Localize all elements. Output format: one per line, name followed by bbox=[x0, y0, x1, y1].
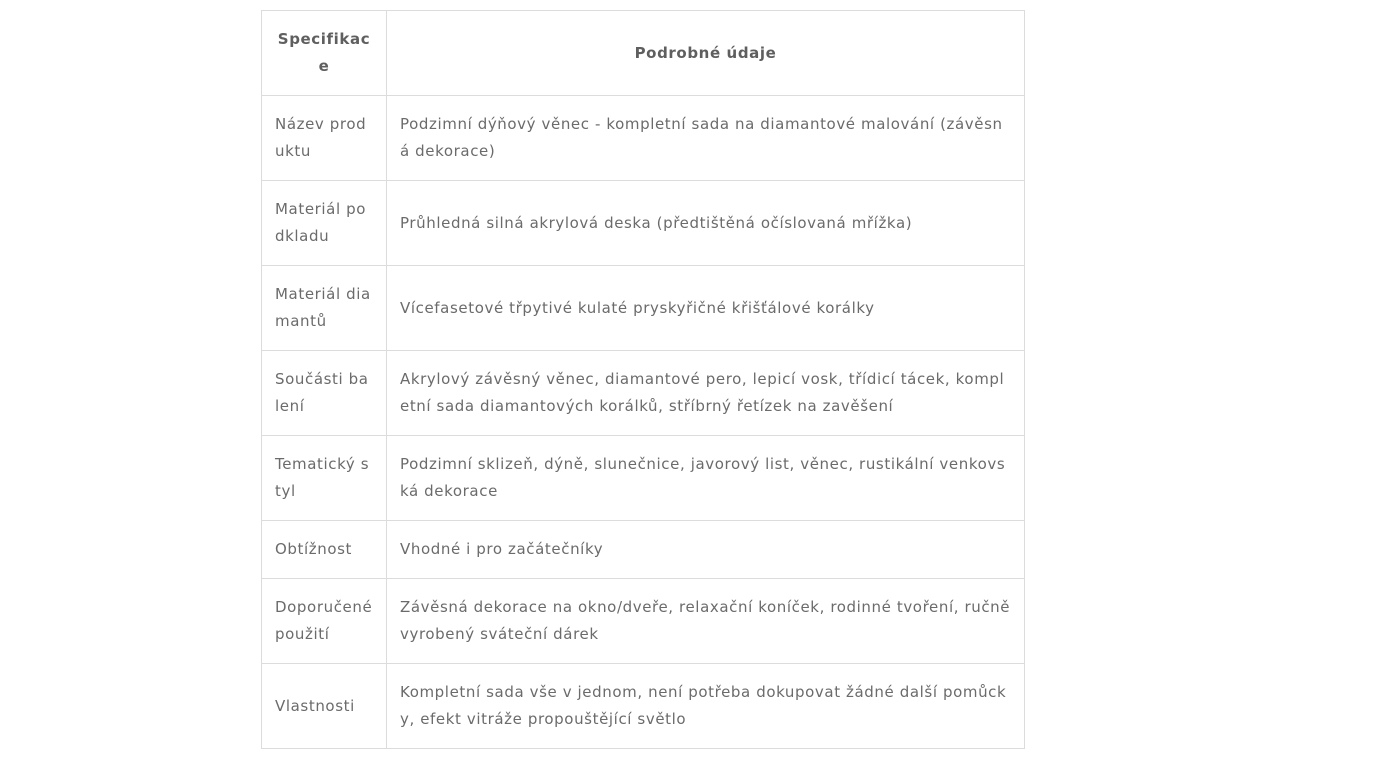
row-label-package-contents: Součásti balení bbox=[262, 351, 387, 436]
table-row bbox=[262, 521, 1025, 579]
table-row bbox=[262, 96, 1025, 181]
table-row bbox=[262, 266, 1025, 351]
table-row bbox=[262, 436, 1025, 521]
row-label-difficulty: Obtížnost bbox=[262, 521, 387, 579]
table-row bbox=[262, 664, 1025, 749]
row-value-features: Kompletní sada vše v jednom, není potřeba dokupovat žádné další pomůcky, efekt vitráže propouštějící světlo bbox=[387, 664, 1025, 749]
specification-table bbox=[261, 10, 1025, 749]
row-value-theme-style: Podzimní sklizeň, dýně, slunečnice, javorový list, věnec, rustikální venkovská dekorace bbox=[387, 436, 1025, 521]
row-label-features: Vlastnosti bbox=[262, 664, 387, 749]
table-row bbox=[262, 351, 1025, 436]
row-value-base-material: Průhledná silná akrylová deska (předtištěná očíslovaná mřížka) bbox=[387, 181, 1025, 266]
row-value-difficulty: Vhodné i pro začátečníky bbox=[387, 521, 1025, 579]
row-value-diamond-material: Vícefasetové třpytivé kulaté pryskyřičné křišťálové korálky bbox=[387, 266, 1025, 351]
row-label-diamond-material: Materiál diamantů bbox=[262, 266, 387, 351]
row-label-product-name: Název produktu bbox=[262, 96, 387, 181]
row-label-theme-style: Tematický styl bbox=[262, 436, 387, 521]
row-label-recommended-use: Doporučené použití bbox=[262, 579, 387, 664]
row-value-recommended-use: Závěsná dekorace na okno/dveře, relaxační koníček, rodinné tvoření, ručně vyrobený sváteční dárek bbox=[387, 579, 1025, 664]
table-row bbox=[262, 579, 1025, 664]
row-value-package-contents: Akrylový závěsný věnec, diamantové pero, lepicí vosk, třídicí tácek, kompletní sada diamantových korálků, stříbrný řetízek na zavěšení bbox=[387, 351, 1025, 436]
row-value-product-name: Podzimní dýňový věnec - kompletní sada na diamantové malování (závěsná dekorace) bbox=[387, 96, 1025, 181]
table-header-row bbox=[262, 11, 1025, 96]
table-row bbox=[262, 181, 1025, 266]
row-label-base-material: Materiál podkladu bbox=[262, 181, 387, 266]
column-header-specification: Specifikace bbox=[262, 11, 387, 96]
column-header-details: Podrobné údaje bbox=[387, 11, 1025, 96]
